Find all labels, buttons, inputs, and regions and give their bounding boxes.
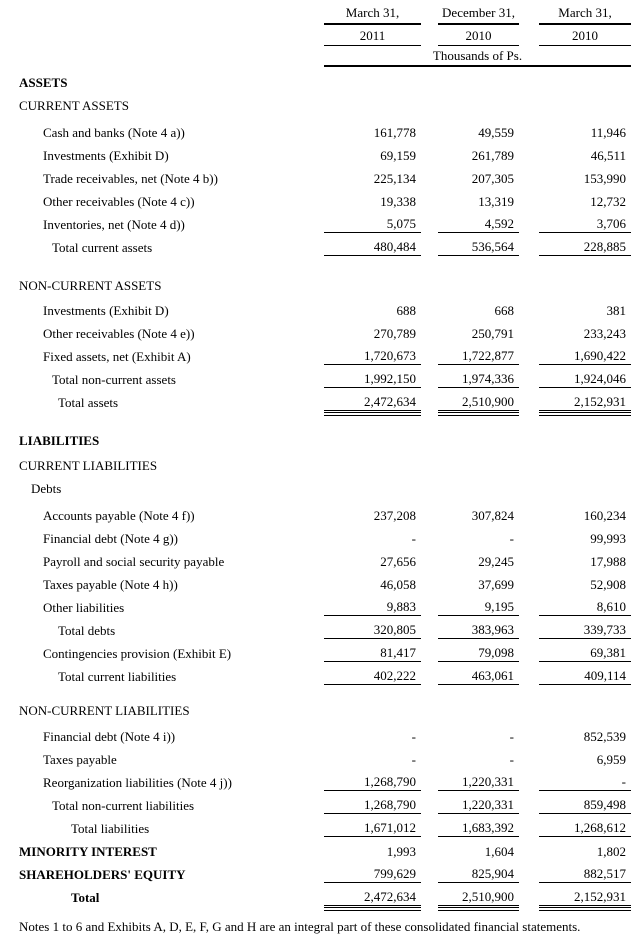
row-label: NON-CURRENT LIABILITIES — [19, 703, 190, 718]
value-cell: 99,993 — [590, 531, 626, 546]
value-cell: 81,417 — [324, 639, 421, 662]
value-cell: 2,472,634 — [324, 883, 421, 906]
row-label: Financial debt (Note 4 g)) — [43, 531, 179, 546]
table-row — [0, 860, 631, 883]
value-cell: 233,243 — [583, 326, 626, 341]
value-cell: 69,159 — [380, 148, 416, 163]
value-cell: 6,959 — [596, 752, 626, 767]
value-cell: 2,510,900 — [438, 388, 519, 411]
value-cell: - — [411, 729, 416, 744]
row-label: Other receivables (Note 4 e)) — [43, 326, 195, 341]
row-label: Debts — [31, 481, 62, 496]
value-cell: 1,802 — [596, 844, 626, 859]
value-cell: 409,114 — [539, 662, 631, 685]
row-label: Investments (Exhibit D) — [43, 303, 169, 318]
section-row — [0, 271, 631, 294]
value-cell: 1,671,012 — [324, 814, 421, 837]
value-cell: 5,075 — [324, 210, 421, 233]
row-label: SHAREHOLDERS' EQUITY — [19, 867, 186, 882]
value-cell: 2,152,931 — [539, 883, 631, 906]
table-row — [0, 388, 631, 411]
value-cell: 3,706 — [539, 210, 631, 233]
row-label: NON-CURRENT ASSETS — [19, 278, 162, 293]
row-label: Accounts payable (Note 4 f)) — [43, 508, 195, 523]
column-header-year-2: 2010 — [438, 25, 519, 46]
value-cell: 402,222 — [324, 662, 421, 685]
header-spacer — [0, 46, 324, 67]
value-cell: 46,511 — [590, 148, 626, 163]
value-cell: 2,510,900 — [438, 883, 519, 906]
value-cell: 69,381 — [539, 639, 631, 662]
value-cell: 270,789 — [373, 326, 416, 341]
value-cell: 1,720,673 — [324, 342, 421, 365]
value-cell: 320,805 — [324, 616, 421, 639]
table-header — [0, 0, 631, 67]
value-cell: 52,908 — [590, 577, 626, 592]
table-row — [0, 164, 631, 187]
column-header-year-1: 2011 — [324, 25, 421, 46]
value-cell: 1,268,790 — [324, 768, 421, 791]
value-cell: 799,629 — [324, 860, 421, 883]
row-label: Contingencies provision (Exhibit E) — [43, 646, 232, 661]
value-cell: 153,990 — [583, 171, 626, 186]
table-row — [0, 365, 631, 388]
value-cell: - — [539, 768, 631, 791]
value-cell: - — [509, 531, 514, 546]
value-cell: 1,683,392 — [438, 814, 519, 837]
value-cell: 46,058 — [380, 577, 416, 592]
table-row — [0, 233, 631, 256]
section-row — [0, 426, 631, 449]
value-cell: 882,517 — [539, 860, 631, 883]
value-cell: 8,610 — [539, 593, 631, 616]
section-row — [0, 68, 631, 91]
value-cell: 1,220,331 — [438, 768, 519, 791]
table-row — [0, 722, 631, 745]
value-cell: 11,946 — [590, 125, 626, 140]
value-cell: - — [411, 531, 416, 546]
row-label: Total non-current liabilities — [52, 798, 195, 813]
value-cell: 250,791 — [471, 326, 514, 341]
table-row — [0, 118, 631, 141]
row-label: Other liabilities — [43, 600, 125, 615]
row-label: MINORITY INTEREST — [19, 844, 157, 859]
value-cell: 79,098 — [438, 639, 519, 662]
value-cell: 1,924,046 — [539, 365, 631, 388]
row-label: Total debts — [58, 623, 116, 638]
table-row — [0, 342, 631, 365]
value-cell: 49,559 — [478, 125, 514, 140]
row-label: Fixed assets, net (Exhibit A) — [43, 349, 191, 364]
row-label: ASSETS — [19, 75, 68, 90]
value-cell: 228,885 — [539, 233, 631, 256]
table-row — [0, 210, 631, 233]
row-label: Taxes payable (Note 4 h)) — [43, 577, 178, 592]
value-cell: 207,305 — [471, 171, 514, 186]
table-row — [0, 616, 631, 639]
table-row — [0, 639, 631, 662]
row-label: Inventories, net (Note 4 d)) — [43, 217, 185, 232]
value-cell: 859,498 — [539, 791, 631, 814]
value-cell: 1,992,150 — [324, 365, 421, 388]
footnote: Notes 1 to 6 and Exhibits A, D, E, F, G and H are an integral part of these consolidated financial statements. — [19, 919, 581, 934]
section-row — [0, 451, 631, 474]
row-label: Total liabilities — [71, 821, 150, 836]
column-header-period-1: March 31, — [324, 5, 421, 25]
table-body — [0, 68, 631, 906]
table-row — [0, 296, 631, 319]
value-cell: 12,732 — [590, 194, 626, 209]
table-row — [0, 768, 631, 791]
value-cell: 1,722,877 — [438, 342, 519, 365]
table-row — [0, 570, 631, 593]
row-label: Total current liabilities — [58, 669, 177, 684]
table-row — [0, 501, 631, 524]
value-cell: 4,592 — [438, 210, 519, 233]
section-row — [0, 696, 631, 719]
value-cell: 825,904 — [438, 860, 519, 883]
table-row — [0, 141, 631, 164]
table-row — [0, 745, 631, 768]
value-cell: 1,993 — [386, 844, 416, 859]
column-header-period-3: March 31, — [539, 5, 631, 25]
value-cell: 668 — [494, 303, 514, 318]
value-cell: 383,963 — [438, 616, 519, 639]
row-label: LIABILITIES — [19, 433, 100, 448]
value-cell: 237,208 — [373, 508, 416, 523]
value-cell: 27,656 — [380, 554, 416, 569]
section-row — [0, 474, 631, 497]
value-cell: 381 — [606, 303, 626, 318]
value-cell: 160,234 — [583, 508, 626, 523]
value-cell: 852,539 — [583, 729, 626, 744]
table-row — [0, 524, 631, 547]
table-row — [0, 791, 631, 814]
value-cell: 1,690,422 — [539, 342, 631, 365]
value-cell: - — [509, 752, 514, 767]
value-cell: 9,883 — [324, 593, 421, 616]
value-cell: 1,268,612 — [539, 814, 631, 837]
value-cell: 480,484 — [324, 233, 421, 256]
table-row — [0, 662, 631, 685]
table-row — [0, 814, 631, 837]
row-label: Total current assets — [52, 240, 153, 255]
row-label: Payroll and social security payable — [43, 554, 225, 569]
table-row — [0, 187, 631, 210]
row-label: CURRENT ASSETS — [19, 98, 129, 113]
value-cell: 225,134 — [373, 171, 416, 186]
section-row — [0, 91, 631, 114]
value-cell: 17,988 — [590, 554, 626, 569]
row-label: Reorganization liabilities (Note 4 j)) — [43, 775, 232, 790]
value-cell: 1,268,790 — [324, 791, 421, 814]
row-label: Financial debt (Note 4 i)) — [43, 729, 176, 744]
row-label: Taxes payable — [43, 752, 117, 767]
value-cell: 29,245 — [478, 554, 514, 569]
row-label: CURRENT LIABILITIES — [19, 458, 158, 473]
value-cell: 1,604 — [484, 844, 514, 859]
row-label: Cash and banks (Note 4 a)) — [43, 125, 185, 140]
table-row — [0, 837, 631, 860]
column-header-year-3: 2010 — [539, 25, 631, 46]
value-cell: 2,152,931 — [539, 388, 631, 411]
value-cell: 536,564 — [438, 233, 519, 256]
row-label: Investments (Exhibit D) — [43, 148, 169, 163]
table-row — [0, 547, 631, 570]
table-row — [0, 593, 631, 616]
value-cell: 19,338 — [380, 194, 416, 209]
row-label: Total assets — [58, 395, 119, 410]
value-cell: 9,195 — [438, 593, 519, 616]
table-row — [0, 319, 631, 342]
table-row — [0, 883, 631, 906]
header-spacer — [0, 25, 324, 46]
value-cell: 1,974,336 — [438, 365, 519, 388]
units-label: Thousands of Ps. — [324, 46, 631, 67]
value-cell: 13,319 — [478, 194, 514, 209]
value-cell: 37,699 — [478, 577, 514, 592]
column-header-period-2: December 31, — [438, 5, 519, 25]
row-label: Other receivables (Note 4 c)) — [43, 194, 195, 209]
value-cell: 307,824 — [471, 508, 514, 523]
header-spacer — [0, 5, 324, 25]
row-label: Total — [71, 890, 100, 905]
value-cell: 339,733 — [539, 616, 631, 639]
value-cell: - — [509, 729, 514, 744]
value-cell: 688 — [396, 303, 416, 318]
value-cell: 1,220,331 — [438, 791, 519, 814]
value-cell: 2,472,634 — [324, 388, 421, 411]
row-label: Total non-current assets — [52, 372, 176, 387]
value-cell: 261,789 — [471, 148, 514, 163]
value-cell: 161,778 — [373, 125, 416, 140]
value-cell: 463,061 — [438, 662, 519, 685]
row-label: Trade receivables, net (Note 4 b)) — [43, 171, 218, 186]
value-cell: - — [411, 752, 416, 767]
